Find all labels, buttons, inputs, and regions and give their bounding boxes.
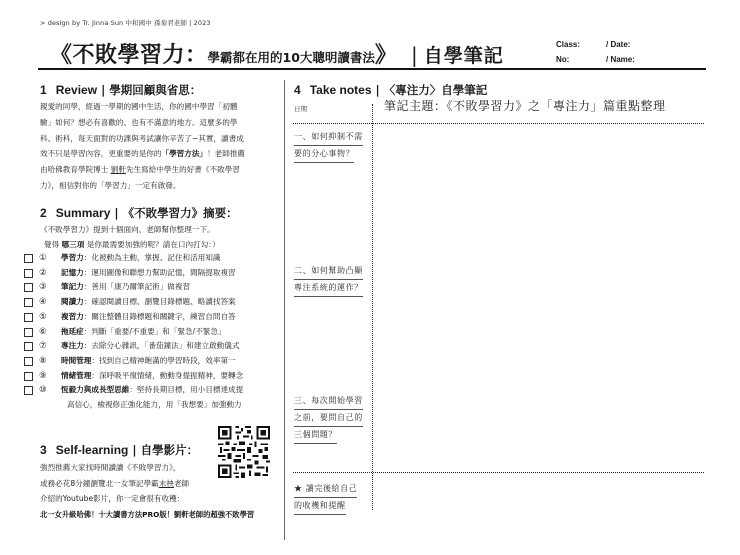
checkbox[interactable]	[24, 254, 33, 263]
title-close-bracket: 》	[374, 43, 397, 68]
qr-code-icon[interactable]	[216, 424, 272, 480]
self-learning-paragraph: 強烈推薦大家找時間讀讀《不敗學習力》， 或務必花8分鐘瀏覽北一女筆記學霸末柍老師 介紹的Youtube影片，你一定會很有收穫： 北一女升級哈佛！十大讀書方法PRO版！劉軒老師的超強不敗學習	[40, 460, 280, 522]
notes-heading: 4 Take notes | 〈專注力〉自學筆記	[294, 83, 488, 97]
checklist-item: ⑨ 情緒管理：深呼吸平復情緒，動動身提振精神，要轉念	[24, 369, 284, 384]
title-separator: |	[410, 43, 418, 67]
checklist-item: ⑥ 拖延症：判斷「重要/不重要」和「緊急/不緊急」	[24, 325, 284, 340]
checkbox[interactable]	[24, 372, 33, 381]
student-info	[556, 37, 635, 67]
summary-intro: 《不敗學習力》提到十個面向，老師幫你整理一下。 覺得 哪三項 是你最需要加強的呢？請在口內打勾：）	[40, 225, 220, 249]
credit-line: > design by Tr. Jinna Sun 中和國中 孫菊君老師 | 2023	[40, 19, 211, 27]
review-paragraph: 親愛的同學，經過一學期的國中生活，你的國中學習「初體 驗」如何？想必有喜歡的、也有不滿意的地方。這麼多的學 科、術科，每天面對的功課與考試讓你辛苦了~其實，讀書成 效不只是學習內容，更重要的是你的「學習方法」！老師推薦 由哈佛教育學院博士 劉軒先生寫給中學生的好書《不敗學習 力》，相信對你的「學習力」一定有啟發。	[40, 102, 246, 190]
notes-topic: 筆記主題：《不敗學習力》之「專注力」篇重點整理	[384, 99, 666, 113]
self-learning-heading: 3 Self-learning | 自學影片：	[40, 443, 199, 457]
notes-cue-divider	[372, 104, 373, 510]
title-main: 《不敗學習力：	[50, 43, 208, 68]
title-divider	[38, 68, 706, 70]
title-notes: 自學筆記	[423, 45, 504, 67]
class-field[interactable]: Class:	[556, 40, 581, 49]
cue-question-3: 三、每次開始學習 之前，要問自己的 三個問題？	[294, 393, 363, 444]
notes-summary-divider	[293, 472, 704, 473]
checkbox[interactable]	[24, 298, 33, 307]
checklist-item: ⑧ 時間管理：找到自己精神飽滿的學習時段，效率第一	[24, 354, 284, 369]
number-field[interactable]: No:	[556, 55, 570, 64]
checklist-item: ⑩ 恆毅力與成長型思維：堅持長期目標，用小目標達成提	[24, 383, 284, 398]
checklist-item: ④ 閱讀力：確認閱讀目標、瀏覽目錄標題、略讀找答案	[24, 295, 284, 310]
column-divider	[284, 80, 285, 540]
checkbox[interactable]	[24, 283, 33, 292]
checklist-item: ⑦ 專注力：去除分心雜訊，「番茄鐘法」和建立啟動儀式	[24, 339, 284, 354]
review-heading: 1 Review | 學期回顧與省思：	[40, 83, 202, 97]
checklist-item: ⑤ 複習力：關注整體目錄標題和關鍵字，練習自問自答	[24, 310, 284, 325]
checklist-item-continuation: 高信心，檢視修正強化能力，用「我想要」加強動力	[67, 400, 242, 410]
cue-question-1: 一、如何抑制不需 要的分心事物？	[294, 129, 363, 163]
checkbox[interactable]	[24, 386, 33, 395]
notes-header-divider	[293, 123, 704, 124]
checklist-item: ① 學習力：化被動為主動，掌握、記住和活用知識	[24, 251, 284, 266]
checkbox[interactable]	[24, 313, 33, 322]
checklist-item: ③ 筆記力：善用「康乃爾筆記術」做複習	[24, 280, 284, 295]
date-field[interactable]: / Date:	[606, 40, 631, 49]
video-title[interactable]: 北一女升級哈佛！十大讀書方法PRO版！劉軒老師的超強不敗學習	[40, 509, 255, 519]
summary-heading: 2 Summary | 《不敗學習力》摘要：	[40, 206, 238, 220]
reflection-writing-area[interactable]	[376, 475, 704, 515]
summary-checklist	[24, 251, 284, 413]
title-subtitle: 學霸都在用的10大聰明讀書法	[207, 50, 375, 65]
checkbox[interactable]	[24, 357, 33, 366]
checkbox[interactable]	[24, 328, 33, 337]
name-field[interactable]: / Name:	[606, 55, 635, 64]
page-title	[50, 38, 504, 68]
checkbox[interactable]	[24, 269, 33, 278]
reflection-prompt: ★ 讀完後給自己 的收穫和提醒	[294, 481, 357, 515]
checklist-item: ② 記憶力：運用圖像和聯想力幫助記憶，間隔提取複習	[24, 266, 284, 281]
checkbox[interactable]	[24, 342, 33, 351]
notes-date-field[interactable]: 日期	[294, 105, 307, 113]
notes-writing-area[interactable]	[376, 126, 704, 470]
cue-question-2: 二、如何幫助凸顯 專注系統的運作？	[294, 263, 363, 297]
